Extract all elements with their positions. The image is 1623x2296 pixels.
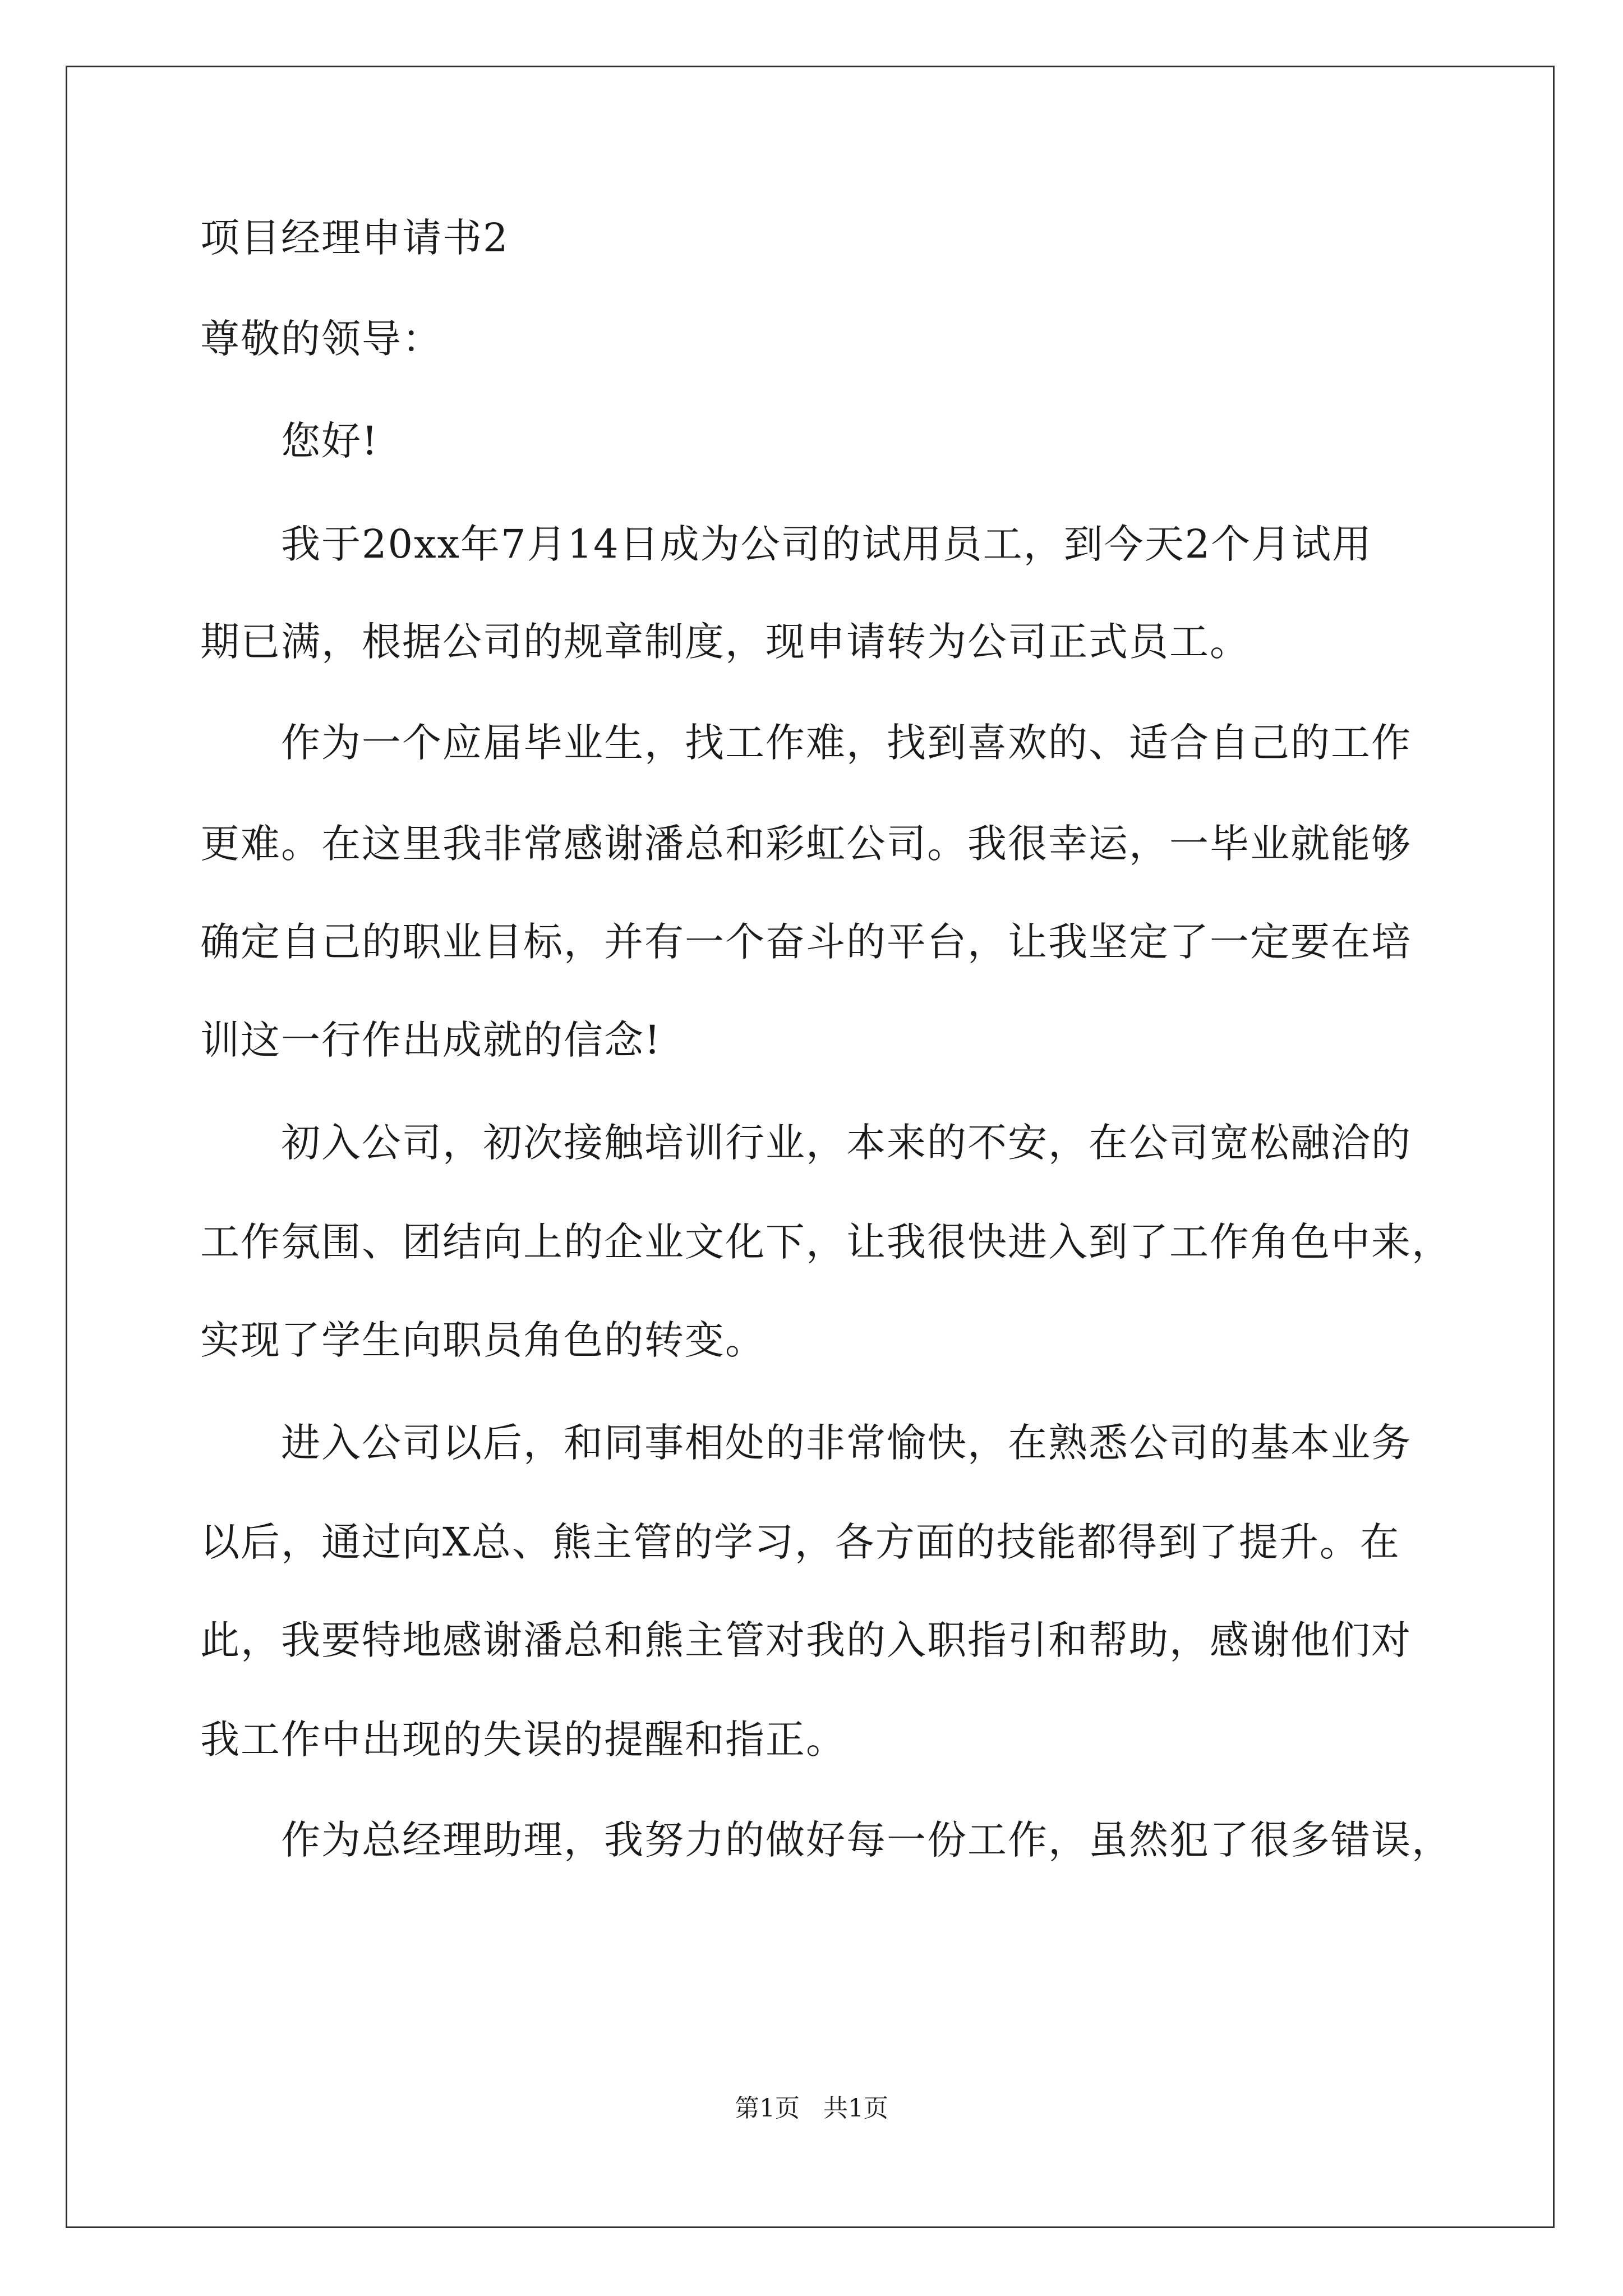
paragraph-line: 初入公司，初次接触培训行业，本来的不安，在公司宽松融洽的 xyxy=(281,1120,1412,1166)
greeting: 您好! xyxy=(281,418,379,464)
paragraph-line: 作为总经理助理，我努力的做好每一份工作，虽然犯了很多错误， xyxy=(281,1817,1452,1863)
paragraph-line: 工作氛围、团结向上的企业文化下，让我很快进入到了工作角色中来， xyxy=(200,1219,1452,1265)
paragraph-line: 训这一行作出成就的信念! xyxy=(200,1017,662,1063)
page-footer xyxy=(0,2088,1623,2124)
paragraph-line: 确定自己的职业目标，并有一个奋斗的平台，让我坚定了一定要在培 xyxy=(200,919,1412,965)
paragraph-line: 作为一个应届毕业生，找工作难，找到喜欢的、适合自己的工作 xyxy=(281,720,1412,766)
paragraph-line: 以后，通过向X总、熊主管的学习，各方面的技能都得到了提升。在 xyxy=(200,1519,1400,1565)
page-total: 共1页 xyxy=(823,2094,888,2123)
paragraph-line: 我工作中出现的失误的提醒和指正。 xyxy=(200,1717,846,1763)
paragraph-line: 期已满，根据公司的规章制度，现申请转为公司正式员工。 xyxy=(200,619,1250,665)
document-title: 项目经理申请书2 xyxy=(200,215,509,261)
page-number: 第1页 xyxy=(735,2094,800,2123)
paragraph-line: 实现了学生向职员角色的转变。 xyxy=(200,1317,766,1363)
paragraph-line: 更难。在这里我非常感谢潘总和彩虹公司。我很幸运，一毕业就能够 xyxy=(200,821,1412,867)
paragraph-line: 我于20xx年7月14日成为公司的试用员工，到今天2个月试用 xyxy=(281,521,1373,567)
paragraph-line: 进入公司以后，和同事相处的非常愉快，在熟悉公司的基本业务 xyxy=(281,1420,1412,1466)
paragraph-line: 此，我要特地感谢潘总和熊主管对我的入职指引和帮助，感谢他们对 xyxy=(200,1617,1412,1663)
salutation: 尊敬的领导： xyxy=(200,316,442,362)
